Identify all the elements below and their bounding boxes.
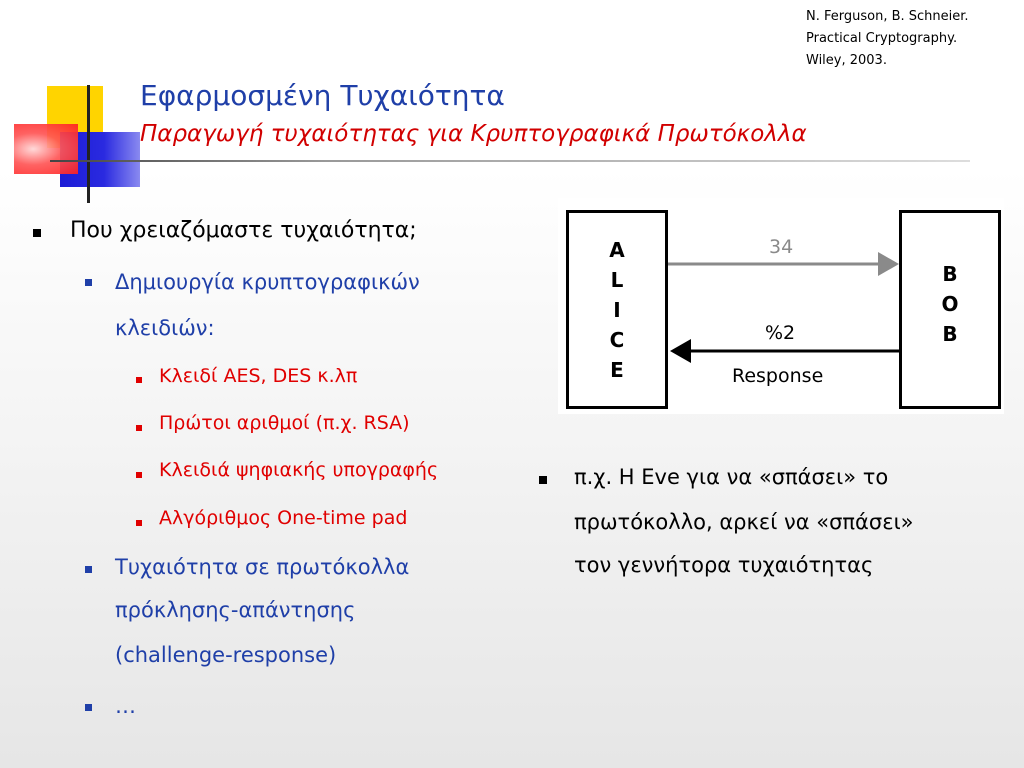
bob-letter: B: [942, 322, 958, 346]
bob-letter: B: [942, 262, 958, 286]
response-label: Response: [732, 365, 824, 387]
header-divider-line: [50, 160, 970, 162]
challenge-value-label: 34: [769, 236, 794, 258]
example-line-2: πρωτόκολλο, αρκεί να «σπάσει»: [574, 510, 914, 534]
bullet-square-icon: [85, 566, 92, 573]
slide-subtitle: Παραγωγή τυχαιότητας για Κρυπτογραφικά Πρωτόκολλα: [140, 121, 807, 147]
bullet-level3: Πρώτοι αριθμοί (π.χ. RSA): [159, 412, 410, 434]
alice-letter: L: [610, 268, 624, 292]
arrow-to-alice-head: [670, 339, 691, 363]
example-line-3: τον γεννήτορα τυχαιότητας: [574, 553, 874, 577]
reference-citation: [806, 6, 969, 72]
alice-letter: A: [609, 238, 625, 262]
response-value-label: %2: [765, 322, 796, 344]
bullet-level1: Που χρειαζόμαστε τυχαιότητα;: [70, 218, 417, 243]
slide-title: Εφαρμοσμένη Τυχαιότητα: [140, 79, 505, 112]
arrow-to-bob-head: [878, 252, 899, 276]
bullet-square-icon: [136, 425, 142, 431]
bullet-square-icon: [136, 377, 142, 383]
bullet-square-icon: [136, 472, 142, 478]
bob-letter: O: [941, 292, 959, 316]
reference-line-3: Wiley, 2003.: [806, 53, 887, 68]
bullet-level2: …: [115, 694, 136, 718]
bullet-level2-continued: κλειδιών:: [115, 316, 215, 340]
bullet-square-icon: [85, 704, 92, 711]
alice-letter: I: [613, 298, 621, 322]
reference-line-2: Practical Cryptography.: [806, 31, 958, 46]
bullet-level3: Κλειδί AES, DES κ.λπ: [159, 365, 358, 387]
bullet-square-icon: [539, 476, 547, 484]
bullet-level2-continued: πρόκλησης-απάντησης: [115, 598, 356, 622]
red-square: [14, 124, 78, 174]
decorative-logo-squares: [0, 0, 140, 210]
bullet-level2: Τυχαιότητα σε πρωτόκολλα: [115, 555, 410, 579]
bullet-level3: Αλγόριθμος One-time pad: [159, 507, 408, 529]
bullet-level2: Δημιουργία κρυπτογραφικών: [115, 270, 420, 294]
example-line-1: π.χ. Η Eve για να «σπάσει» το: [574, 465, 889, 489]
bullet-level3: Κλειδιά ψηφιακής υπογραφής: [159, 459, 439, 481]
alice-letter: C: [609, 328, 625, 352]
bullet-square-icon: [85, 279, 92, 286]
bullet-square-icon: [136, 520, 142, 526]
bullet-level2-continued: (challenge-response): [115, 643, 337, 667]
alice-bob-diagram: [558, 198, 1004, 414]
alice-letter: E: [610, 358, 624, 382]
reference-line-1: N. Ferguson, B. Schneier.: [806, 9, 969, 24]
vertical-divider: [87, 85, 90, 203]
bullet-square-icon: [33, 229, 41, 237]
